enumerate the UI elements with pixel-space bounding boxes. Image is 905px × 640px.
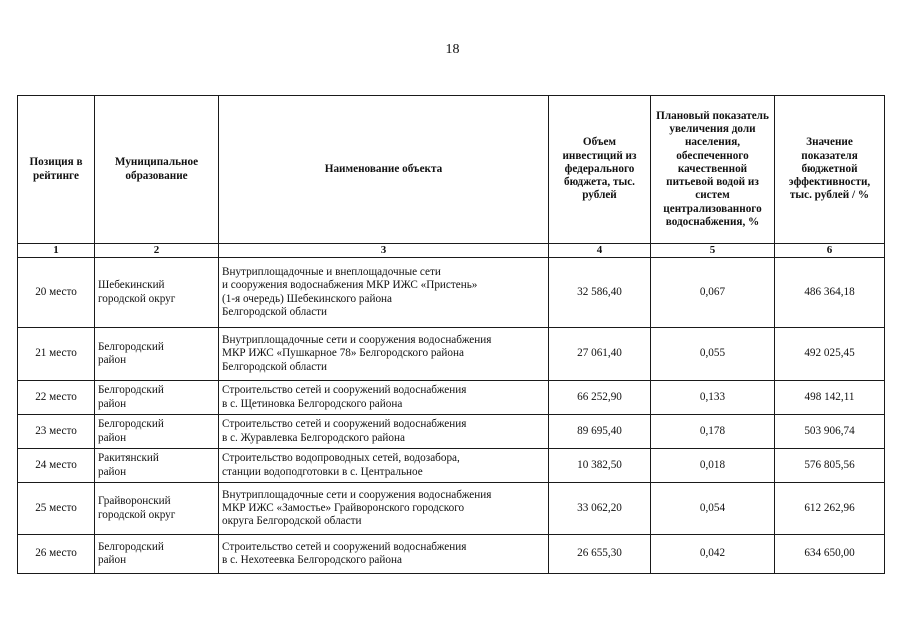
cell-object-name <box>219 449 549 483</box>
cell-object-name-line: Строительство водопроводных сетей, водозабора, <box>222 452 460 465</box>
cell-budget-efficiency: 486 364,18 <box>775 258 885 328</box>
header-row <box>18 96 885 244</box>
cell-object-name-line: в с. Нехотеевка Белгородского района <box>222 554 402 566</box>
cell-object-name-line: (1-я очередь) Шебекинского района <box>222 292 393 305</box>
cell-budget-efficiency: 498 142,11 <box>775 381 885 415</box>
column-number-row <box>18 244 885 258</box>
cell-object-name <box>219 328 549 381</box>
table-row <box>18 415 885 449</box>
cell-position: 20 место <box>18 258 95 328</box>
rating-table <box>17 95 885 574</box>
cell-municipality-line: район <box>98 431 127 444</box>
cell-object-name-line: станции водоподготовки в с. Центральное <box>222 465 423 478</box>
cell-position: 26 место <box>18 535 95 574</box>
cell-budget-efficiency: 612 262,96 <box>775 483 885 535</box>
cell-object-name <box>219 415 549 449</box>
cell-investment: 66 252,90 <box>549 381 651 415</box>
cell-municipality <box>95 258 219 328</box>
cell-object-name-line: МКР ИЖС «Пушкарное 78» Белгородского района <box>222 347 464 360</box>
cell-municipality-line: Белгородский <box>98 418 164 431</box>
cell-object-name-line: Строительство сетей и сооружений водоснабжения <box>222 418 467 431</box>
column-number: 4 <box>549 244 651 258</box>
cell-municipality <box>95 328 219 381</box>
cell-population-share: 0,067 <box>651 258 775 328</box>
cell-investment: 27 061,40 <box>549 328 651 381</box>
cell-investment: 33 062,20 <box>549 483 651 535</box>
page-number: 18 <box>445 42 460 57</box>
cell-object-name-line: в с. Журавлевка Белгородского района <box>222 431 405 444</box>
cell-municipality-line: Шебекинский <box>98 279 165 292</box>
cell-municipality <box>95 381 219 415</box>
cell-municipality-line: городской округ <box>98 508 176 521</box>
table-row <box>18 258 885 328</box>
column-number: 5 <box>651 244 775 258</box>
cell-population-share: 0,055 <box>651 328 775 381</box>
cell-position: 21 место <box>18 328 95 381</box>
column-number: 2 <box>95 244 219 258</box>
cell-object-name-line: Белгородской области <box>222 360 328 373</box>
cell-municipality <box>95 415 219 449</box>
cell-municipality-line: Белгородский <box>98 540 164 553</box>
cell-object-name <box>219 258 549 328</box>
cell-object-name-line: Внутриплощадочные сети и сооружения водоснабжения <box>222 488 492 501</box>
cell-object-name-line: МКР ИЖС «Замостье» Грайворонского городского <box>222 501 465 514</box>
header-investment: Объем инвестиций из федерального бюджета, тыс. рублей <box>549 96 651 244</box>
cell-investment: 26 655,30 <box>549 535 651 574</box>
header-position: Позиция в рейтинге <box>18 96 95 244</box>
cell-budget-efficiency: 576 805,56 <box>775 449 885 483</box>
cell-object-name-line: округа Белгородской области <box>222 515 362 528</box>
column-number: 3 <box>219 244 549 258</box>
header-budget-efficiency: Значение показателя бюджетной эффективности, тыс. рублей / % <box>775 96 885 244</box>
cell-budget-efficiency: 634 650,00 <box>775 535 885 574</box>
cell-municipality-line: городской округ <box>98 292 176 305</box>
cell-object-name-line: и сооружения водоснабжения МКР ИЖС «Пристень» <box>222 279 478 292</box>
cell-municipality-line: район <box>98 554 127 566</box>
cell-municipality <box>95 535 219 574</box>
cell-budget-efficiency: 492 025,45 <box>775 328 885 381</box>
cell-municipality <box>95 449 219 483</box>
cell-population-share: 0,178 <box>651 415 775 449</box>
cell-object-name <box>219 535 549 574</box>
cell-municipality-line: район <box>98 354 127 366</box>
cell-municipality-line: район <box>98 397 127 410</box>
cell-investment: 32 586,40 <box>549 258 651 328</box>
table-row <box>18 535 885 574</box>
table-row <box>18 449 885 483</box>
cell-population-share: 0,042 <box>651 535 775 574</box>
cell-municipality-line: Белгородский <box>98 340 164 353</box>
cell-population-share: 0,054 <box>651 483 775 535</box>
cell-municipality <box>95 483 219 535</box>
cell-municipality-line: Ракитянский <box>98 452 159 465</box>
cell-budget-efficiency: 503 906,74 <box>775 415 885 449</box>
table-row <box>18 381 885 415</box>
header-population-share: Плановый показатель увеличения доли населения, обеспеченного качественной питьевой водой из систем централизованного водоснабжения, % <box>651 96 775 244</box>
cell-object-name-line: Внутриплощадочные и внеплощадочные сети <box>222 266 441 279</box>
table-row <box>18 483 885 535</box>
table-body <box>18 258 885 574</box>
cell-investment: 89 695,40 <box>549 415 651 449</box>
cell-object-name-line: Белгородской области <box>222 305 328 318</box>
cell-position: 22 место <box>18 381 95 415</box>
cell-object-name <box>219 483 549 535</box>
cell-municipality-line: Грайворонский <box>98 495 171 508</box>
cell-object-name-line: в с. Щетиновка Белгородского района <box>222 397 403 410</box>
cell-position: 24 место <box>18 449 95 483</box>
cell-position: 25 место <box>18 483 95 535</box>
cell-municipality-line: район <box>98 465 127 478</box>
cell-object-name <box>219 381 549 415</box>
cell-object-name-line: Внутриплощадочные сети и сооружения водоснабжения <box>222 334 492 347</box>
cell-population-share: 0,133 <box>651 381 775 415</box>
cell-municipality-line: Белгородский <box>98 384 164 397</box>
cell-object-name-line: Строительство сетей и сооружений водоснабжения <box>222 540 467 553</box>
cell-investment: 10 382,50 <box>549 449 651 483</box>
table-row <box>18 328 885 381</box>
cell-population-share: 0,018 <box>651 449 775 483</box>
header-object-name: Наименование объекта <box>219 96 549 244</box>
header-municipality: Муниципальное образование <box>95 96 219 244</box>
column-number: 1 <box>18 244 95 258</box>
column-number: 6 <box>775 244 885 258</box>
cell-object-name-line: Строительство сетей и сооружений водоснабжения <box>222 384 467 397</box>
cell-position: 23 место <box>18 415 95 449</box>
